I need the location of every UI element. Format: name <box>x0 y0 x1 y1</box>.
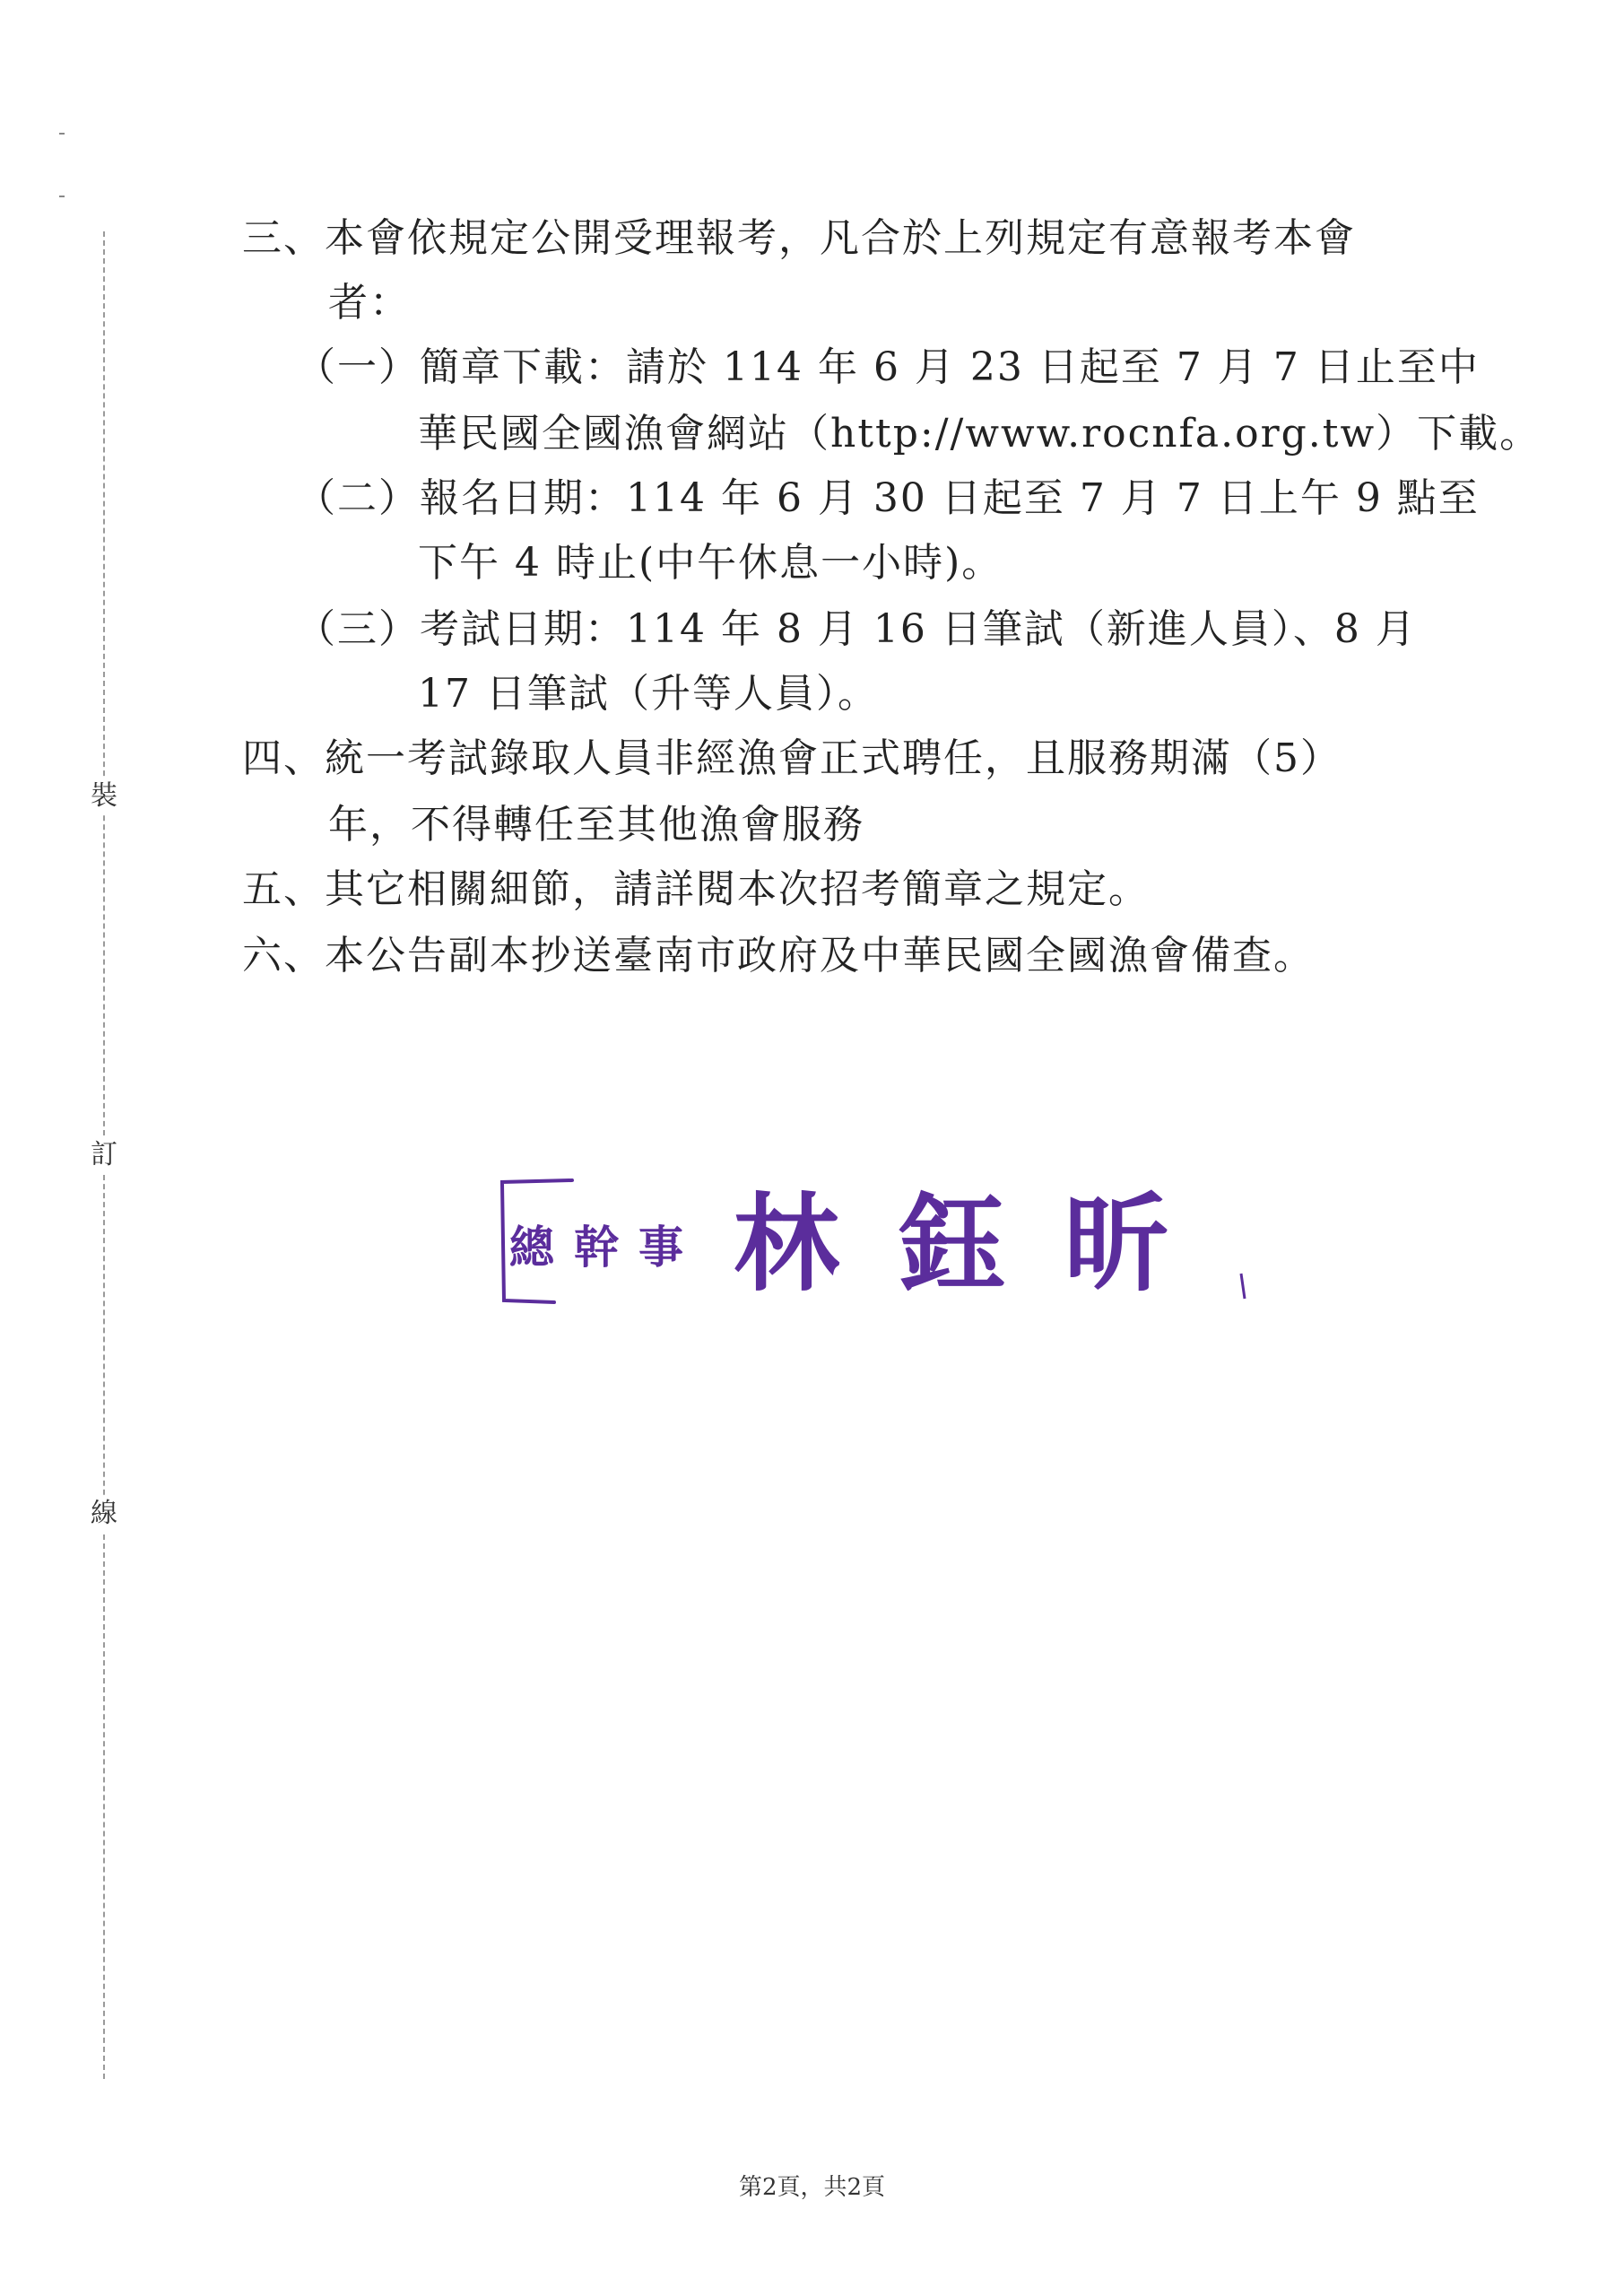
item-3-line-2: 者： <box>328 280 411 326</box>
binding-label-xian: 線 <box>86 1496 122 1532</box>
item-4-line-2: 年，不得轉任至其他漁會服務 <box>328 802 864 848</box>
item-6-line: 六、本公告副本抄送臺南市政府及中華民國全國漁會備查。 <box>242 933 1315 978</box>
stamp-name: 林鈺昕 <box>734 1182 1229 1306</box>
item-3-2-line-2: 下午 4 時止(中午休息一小時)。 <box>418 540 1003 586</box>
item-3-1-line-2: 華民國全國漁會網站（http://www.rocnfa.org.tw）下載。 <box>418 411 1541 457</box>
binding-label-zhuang: 裝 <box>86 778 122 814</box>
signature-stamp <box>491 1166 1263 1327</box>
page-number: 第2頁，共2頁 <box>738 2174 886 2201</box>
scan-mark <box>59 196 65 197</box>
item-3-line-1: 三、本會依規定公開受理報考，凡合於上列規定有意報考本會 <box>242 215 1356 261</box>
item-4-line-1: 四、統一考試錄取人員非經漁會正式聘任，且服務期滿（5） <box>242 735 1342 781</box>
item-3-2-line-1: （二）報名日期：114 年 6 月 30 日起至 7 月 7 日上午 9 點至 <box>296 475 1480 521</box>
stamp-title: 總幹事 <box>509 1221 703 1274</box>
stamp-tick <box>1241 1274 1245 1299</box>
item-3-3-line-1: （三）考試日期：114 年 8 月 16 日筆試（新進人員）、8 月 <box>296 606 1417 652</box>
item-3-1-line-1: （一）簡章下載：請於 114 年 6 月 23 日起至 7 月 7 日止至中 <box>296 344 1480 390</box>
scan-mark <box>59 133 65 135</box>
item-3-3-line-2: 17 日筆試（升等人員）。 <box>418 671 879 717</box>
binding-label-ding: 訂 <box>86 1137 122 1173</box>
item-5-line: 五、其它相關細節，請詳閱本次招考簡章之規定。 <box>242 866 1150 912</box>
